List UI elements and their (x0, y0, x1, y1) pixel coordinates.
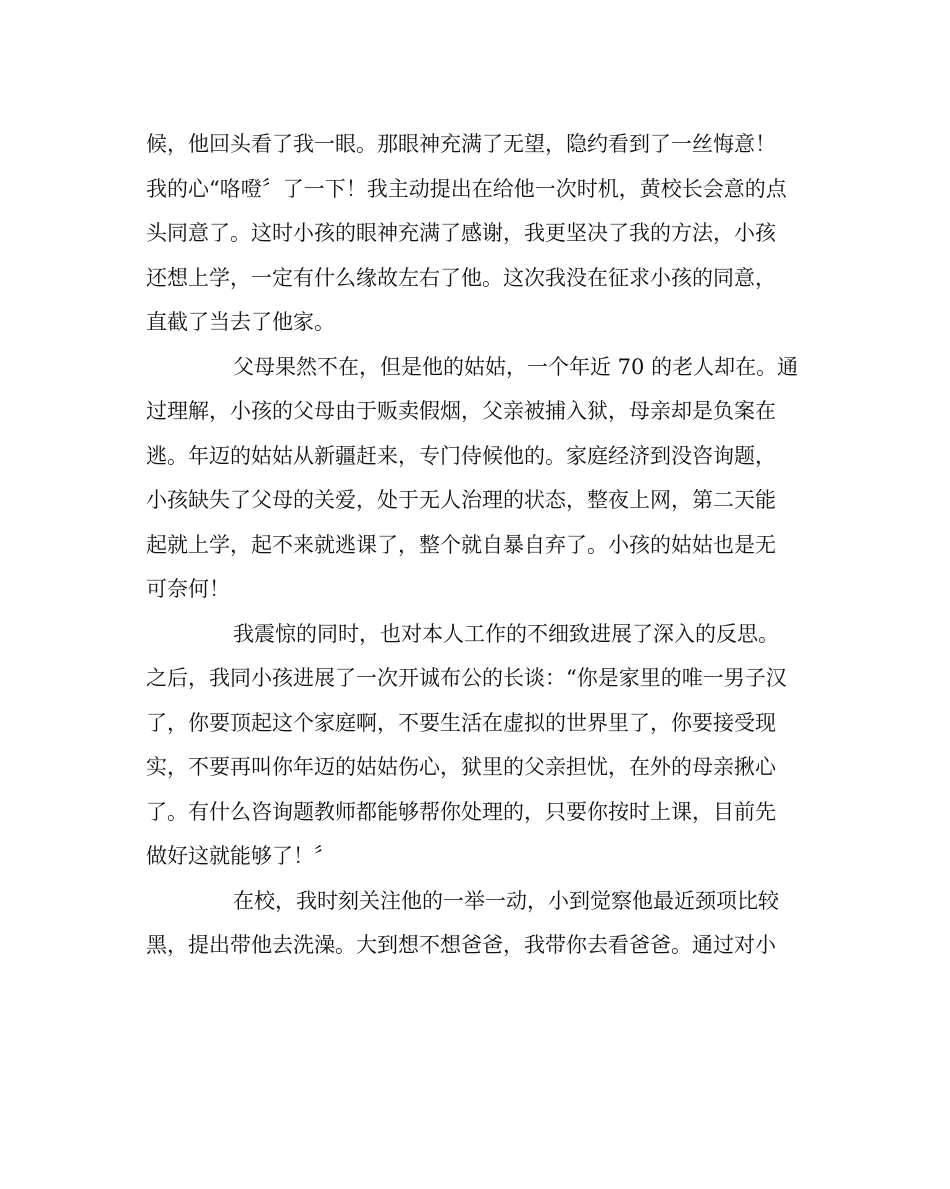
paragraph-line: 过理解，小孩的父母由于贩卖假烟，父亲被捕入狱，母亲却是负案在 (146, 399, 776, 423)
paragraph-line: 直截了当去了他家。 (146, 310, 335, 334)
paragraph-line: 实，不要再叫你年迈的姑姑伤心，狱里的父亲担忧，在外的母亲揪心 (146, 755, 776, 779)
paragraph-2 (146, 345, 810, 612)
paragraph-line: 小孩缺失了父母的关爱，处于无人治理的状态，整夜上网，第二天能 (146, 488, 776, 512)
paragraph-3 (146, 612, 810, 879)
paragraph-line: 还想上学，一定有什么缘故左右了他。这次我没在征求小孩的同意， (146, 265, 776, 290)
paragraph-line: 头同意了。这时小孩的眼神充满了感谢，我更坚决了我的方法，小孩 (146, 221, 776, 245)
paragraph-line: 候，他回头看了我一眼。那眼神充满了无望，隐约看到了一丝悔意！ (146, 132, 776, 156)
paragraph-line: 父母果然不在，但是他的姑姑，一个年近 70 的老人却在。通 (233, 354, 799, 379)
paragraph-line: 可奈何！ (146, 577, 230, 601)
paragraph-4 (146, 879, 810, 968)
paragraph-line: 在校，我时刻关注他的一举一动，小到觉察他最近颈项比较 (233, 888, 779, 913)
paragraph-line: 黑，提出带他去洗澡。大到想不想爸爸，我带你去看爸爸。通过对小 (146, 933, 776, 957)
document-body (146, 122, 810, 968)
paragraph-line: 之后，我同小孩进展了一次开诚布公的长谈：“你是家里的唯一男子汉 (146, 666, 787, 690)
paragraph-line: 起就上学，起不来就逃课了，整个就自暴自弃了。小孩的姑姑也是无 (146, 532, 776, 557)
paragraph-1 (146, 122, 810, 345)
paragraph-line: 做好这就能够了！〞 (146, 844, 335, 868)
paragraph-line: 了。有什么咨询题教师都能够帮你处理的，只要你按时上课，目前先 (146, 799, 776, 824)
paragraph-line: 逃。年迈的姑姑从新疆赶来，专门侍候他的。家庭经济到没咨询题， (146, 443, 776, 468)
paragraph-line: 了，你要顶起这个家庭啊，不要生活在虚拟的世界里了，你要接受现 (146, 710, 776, 735)
paragraph-line: 我的心“咯噔〞了一下！我主动提出在给他一次时机，黄校长会意的点 (146, 176, 787, 201)
paragraph-line: 我震惊的同时，也对本人工作的不细致进展了深入的反思。 (233, 621, 779, 646)
